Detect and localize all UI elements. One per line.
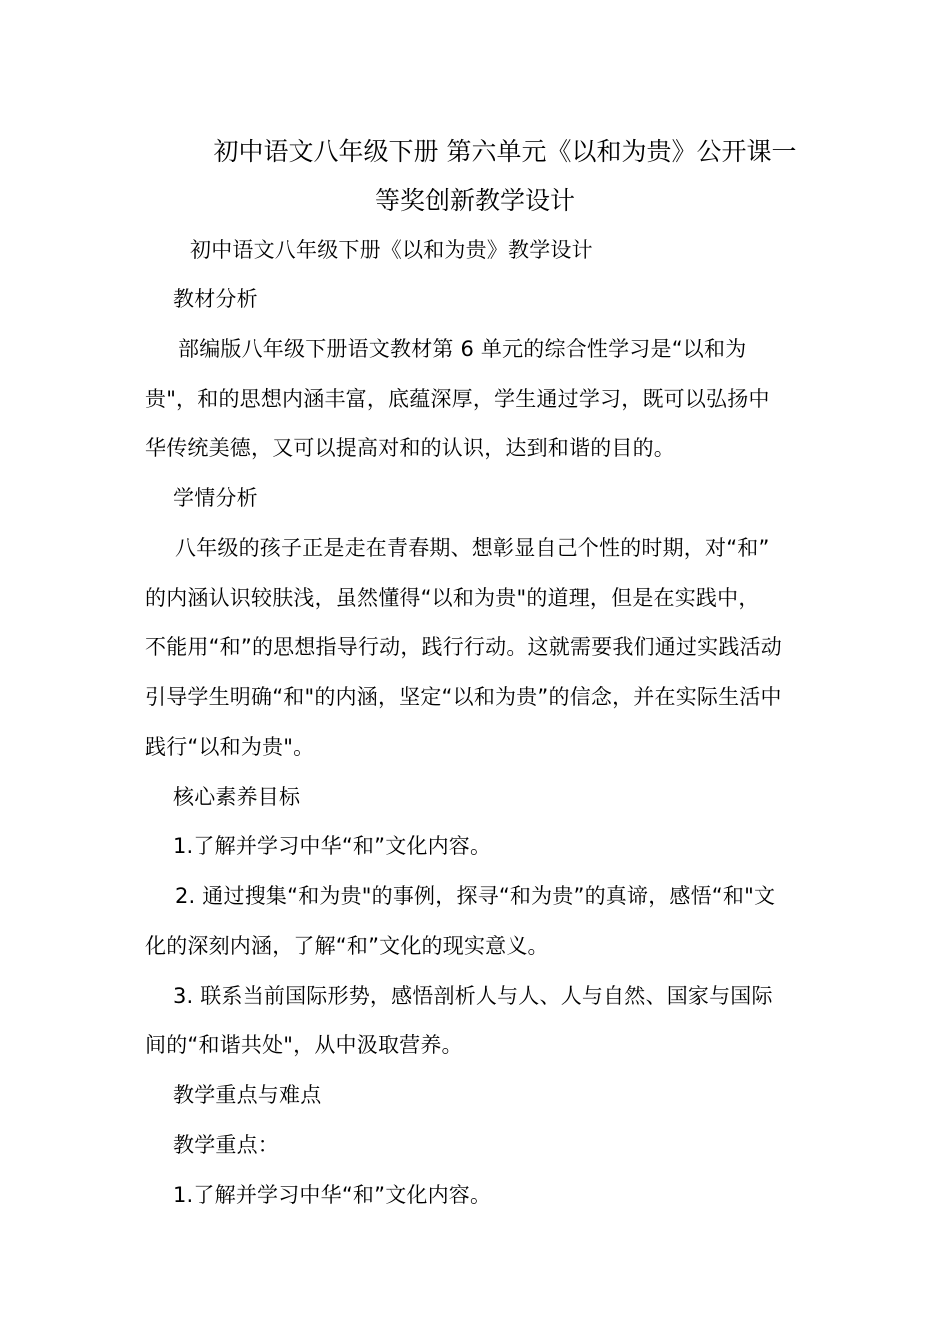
keypoint-label: 教学重点： <box>173 1133 279 1157</box>
section-heading-keypoints: 教学重点与难点 <box>173 1083 322 1107</box>
goal-item-3-line-2: 间的“和谐共处"，从中汲取营养。 <box>145 1033 463 1057</box>
material-paragraph-line-2: 贵"，和的思想内涵丰富，底蕴深厚，学生通过学习，既可以弘扬中 <box>145 387 770 411</box>
goal-item-2-line-1: 2. 通过搜集“和为贵"的事例，探寻“和为贵”的真谛，感悟“和"文 <box>175 884 776 908</box>
document-title-line-2: 等奖创新教学设计 <box>374 186 575 215</box>
material-paragraph-line-1: 部编版八年级下册语文教材第 6 单元的综合性学习是“以和为 <box>178 337 747 361</box>
document-title-line-1: 初中语文八年级下册 第六单元《以和为贵》公开课一 <box>213 137 797 166</box>
section-heading-material: 教材分析 <box>173 287 258 311</box>
goal-item-3-line-1: 3. 联系当前国际形势，感悟剖析人与人、人与自然、国家与国际 <box>173 984 773 1008</box>
goal-item-1: 1.了解并学习中华“和”文化内容。 <box>173 834 492 858</box>
students-paragraph-line-2: 的内涵认识较肤浅，虽然懂得“以和为贵"的道理，但是在实践中， <box>145 586 760 610</box>
document-subtitle: 初中语文八年级下册《以和为贵》教学设计 <box>190 238 593 262</box>
students-paragraph-line-3: 不能用“和”的思想指导行动，践行行动。这就需要我们通过实践活动 <box>145 635 782 659</box>
section-heading-goals: 核心素养目标 <box>173 785 301 809</box>
goal-item-2-line-2: 化的深刻内涵，了解“和”文化的现实意义。 <box>145 934 549 958</box>
section-heading-students: 学情分析 <box>173 486 258 510</box>
students-paragraph-line-4: 引导学生明确“和"的内涵，坚定“以和为贵”的信念，并在实际生活中 <box>145 685 782 709</box>
students-paragraph-line-1: 八年级的孩子正是走在青春期、想彰显自己个性的时期，对“和” <box>175 536 770 560</box>
keypoint-item-1: 1.了解并学习中华“和”文化内容。 <box>173 1183 492 1207</box>
material-paragraph-line-3: 华传统美德，又可以提高对和的认识，达到和谐的目的。 <box>145 436 675 460</box>
students-paragraph-line-5: 践行“以和为贵"。 <box>145 735 315 759</box>
